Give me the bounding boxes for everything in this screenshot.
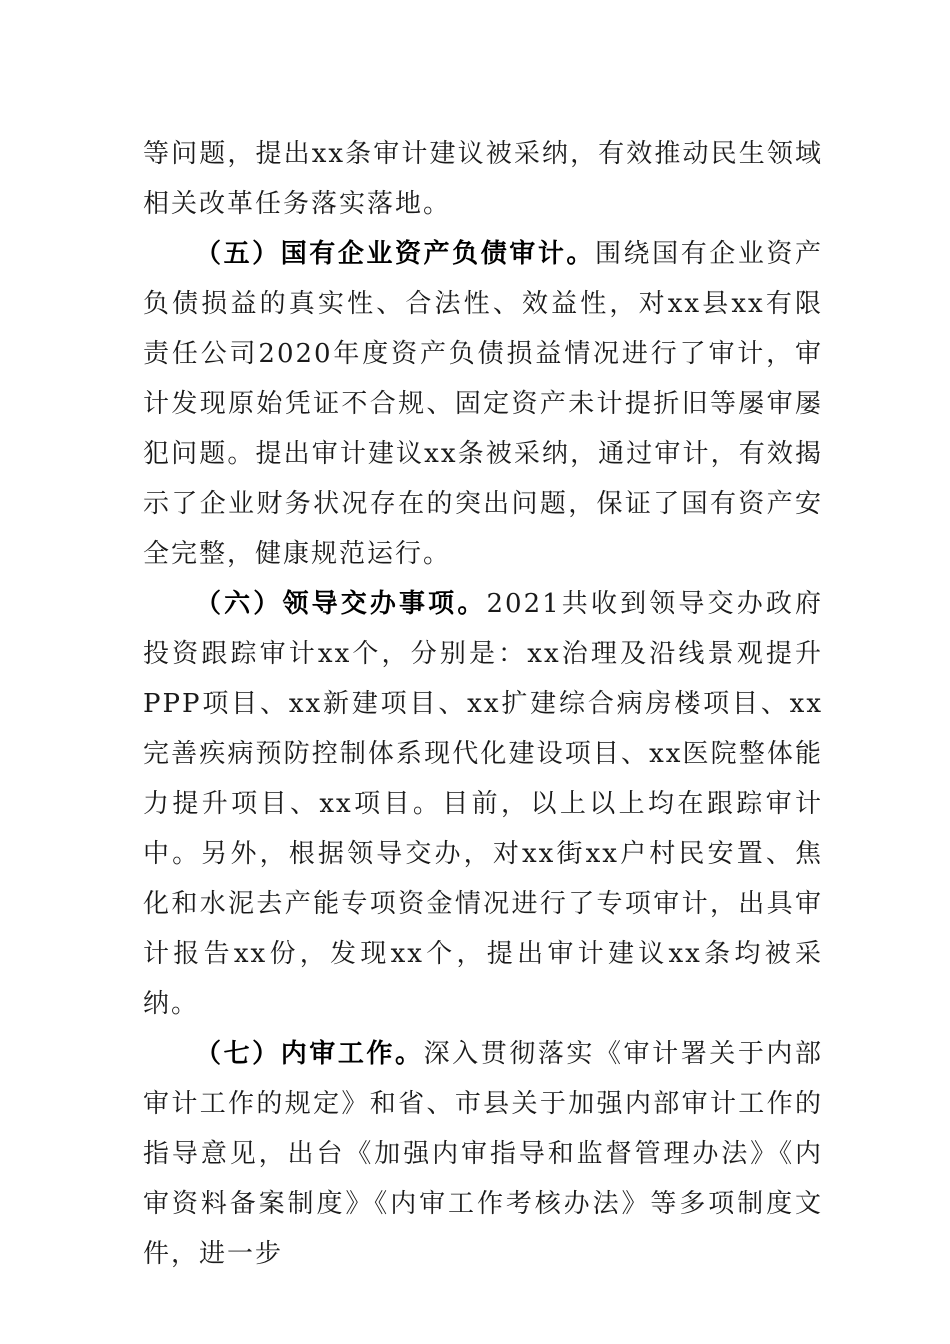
paragraph-soe-asset-audit <box>143 229 823 579</box>
paragraph-text: 围绕国有企业资产负债损益的真实性、合法性、效益性，对xx县xx有限责任公司2020年度资产负债损益情况进行了审计，审计发现原始凭证不合规、固定资产未计提折旧等屡审屡犯问题。提出审计建议xx条被采纳，通过审计，有效揭示了企业财务状况存在的突出问题，保证了国有资产安全完整，健康规范运行。 <box>143 239 823 569</box>
paragraph-text: 2021共收到领导交办政府投资跟踪审计xx个，分别是：xx治理及沿线景观提升PPP项目、xx新建项目、xx扩建综合病房楼项目、xx完善疾病预防控制体系现代化建设项目、xx医院整体能力提升项目、xx项目。目前，以上以上均在跟踪审计中。另外，根据领导交办，对xx街xx户村民安置、焦化和水泥去产能专项资金情况进行了专项审计，出具审计报告xx份，发现xx个，提出审计建议xx条均被采纳。 <box>143 589 823 1019</box>
paragraph-internal-audit <box>143 1029 823 1279</box>
paragraph-text: 等问题，提出xx条审计建议被采纳，有效推动民生领域相关改革任务落实落地。 <box>143 139 823 219</box>
section-heading: （七）内审工作。 <box>195 1039 424 1069</box>
section-heading: （六）领导交办事项。 <box>195 589 487 619</box>
document-body <box>143 129 823 1279</box>
section-heading: （五）国有企业资产负债审计。 <box>195 239 595 269</box>
paragraph-leadership-assignments <box>143 579 823 1029</box>
paragraph-text: 深入贯彻落实《审计署关于内部审计工作的规定》和省、市县关于加强内部审计工作的指导意见，出台《加强内审指导和监督管理办法》《内审资料备案制度》《内审工作考核办法》等多项制度文件，进一步 <box>143 1039 823 1269</box>
paragraph-continuation <box>143 129 823 229</box>
